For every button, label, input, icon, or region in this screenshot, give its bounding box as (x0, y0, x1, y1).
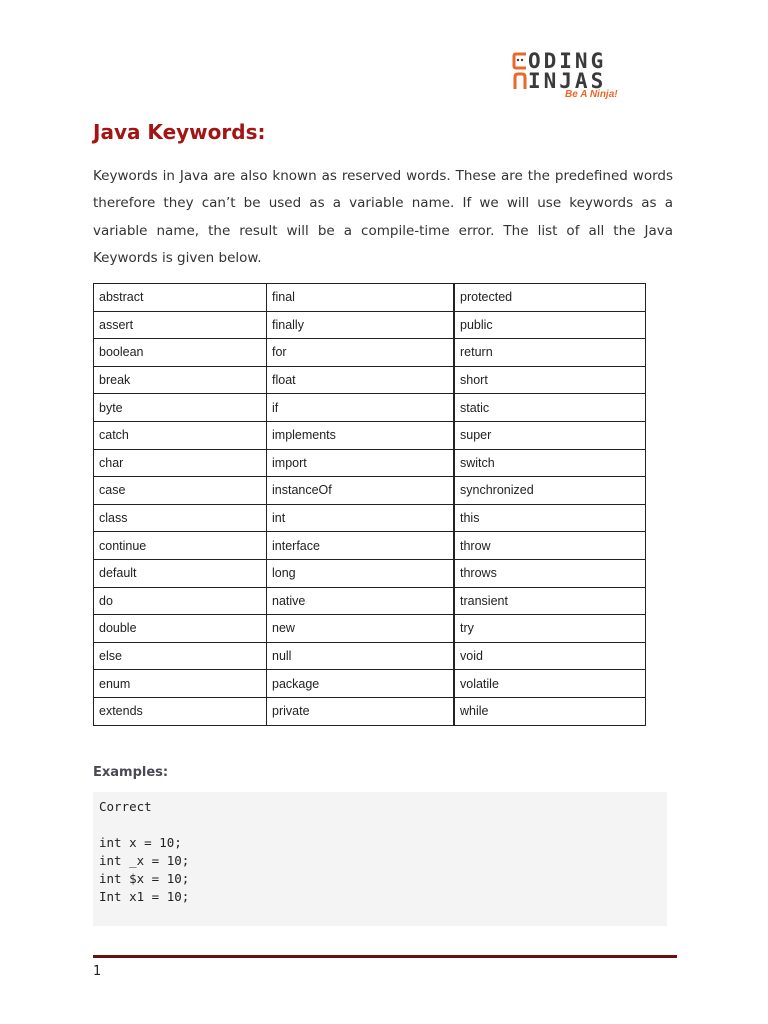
keyword-cell: static (454, 394, 646, 422)
keyword-cell: char (94, 449, 267, 477)
keyword-cell: return (454, 339, 646, 367)
keyword-cell: boolean (94, 339, 267, 367)
keyword-cell: volatile (454, 670, 646, 698)
table-row (94, 670, 646, 698)
keyword-cell: int (267, 504, 455, 532)
table-row (94, 559, 646, 587)
keyword-cell: try (454, 615, 646, 643)
footer-divider (93, 955, 677, 958)
coding-ninjas-logo (512, 50, 630, 104)
keyword-cell: throws (454, 559, 646, 587)
keyword-cell: null (267, 642, 455, 670)
code-line: int $x = 10; (99, 871, 190, 886)
table-row (94, 339, 646, 367)
keyword-cell: else (94, 642, 267, 670)
code-block (93, 792, 667, 926)
keyword-cell: while (454, 697, 646, 725)
intro-paragraph: Keywords in Java are also known as reserved words. These are the predefined words therefore they can’t be used as a variable name. If we will use keywords as a variable name, the result will be a compile-time error. The list of all the Java Keywords is given below. (93, 168, 673, 266)
table-row (94, 504, 646, 532)
keyword-cell: continue (94, 532, 267, 560)
keyword-cell: byte (94, 394, 267, 422)
keyword-cell: implements (267, 421, 455, 449)
keyword-cell: void (454, 642, 646, 670)
logo-n-mark-icon (512, 71, 528, 91)
keyword-cell: enum (94, 670, 267, 698)
keyword-cell: break (94, 366, 267, 394)
page-title: Java Keywords: (93, 120, 266, 144)
code-line: Correct (99, 799, 152, 814)
keyword-cell: protected (454, 284, 646, 312)
keyword-cell: throw (454, 532, 646, 560)
keyword-cell: super (454, 421, 646, 449)
table-row (94, 284, 646, 312)
table-row (94, 615, 646, 643)
keyword-cell: for (267, 339, 455, 367)
table-row (94, 587, 646, 615)
keyword-cell: instanceOf (267, 477, 455, 505)
keyword-cell: new (267, 615, 455, 643)
keyword-cell: transient (454, 587, 646, 615)
keyword-cell: double (94, 615, 267, 643)
logo-line-2: INJAS (528, 69, 607, 93)
code-line: Int x1 = 10; (99, 889, 190, 904)
keyword-cell: native (267, 587, 455, 615)
logo-tagline: Be A Ninja! (565, 89, 618, 100)
keyword-cell: do (94, 587, 267, 615)
keyword-cell: switch (454, 449, 646, 477)
keyword-cell: short (454, 366, 646, 394)
table-row (94, 477, 646, 505)
keyword-cell: default (94, 559, 267, 587)
code-line (99, 816, 667, 834)
table-row (94, 532, 646, 560)
page-number: 1 (93, 964, 102, 979)
table-row (94, 366, 646, 394)
keyword-cell: synchronized (454, 477, 646, 505)
keyword-cell: assert (94, 311, 267, 339)
keyword-cell: package (267, 670, 455, 698)
keyword-cell: catch (94, 421, 267, 449)
keywords-table (93, 283, 646, 726)
keyword-cell: float (267, 366, 455, 394)
table-row (94, 449, 646, 477)
keyword-cell: final (267, 284, 455, 312)
table-row (94, 697, 646, 725)
keyword-cell: import (267, 449, 455, 477)
table-row (94, 421, 646, 449)
logo-c-mark-icon (512, 51, 528, 71)
keyword-cell: this (454, 504, 646, 532)
keyword-cell: finally (267, 311, 455, 339)
keyword-cell: public (454, 311, 646, 339)
code-line: int _x = 10; (99, 853, 190, 868)
keyword-cell: long (267, 559, 455, 587)
keyword-cell: abstract (94, 284, 267, 312)
table-row (94, 311, 646, 339)
keyword-cell: extends (94, 697, 267, 725)
keyword-cell: class (94, 504, 267, 532)
table-row (94, 642, 646, 670)
table-row (94, 394, 646, 422)
keyword-cell: if (267, 394, 455, 422)
keyword-cell: private (267, 697, 455, 725)
code-line: int x = 10; (99, 835, 182, 850)
keyword-cell: interface (267, 532, 455, 560)
keyword-cell: case (94, 477, 267, 505)
logo-line-1: ODING (528, 49, 607, 73)
examples-heading: Examples: (93, 765, 169, 780)
